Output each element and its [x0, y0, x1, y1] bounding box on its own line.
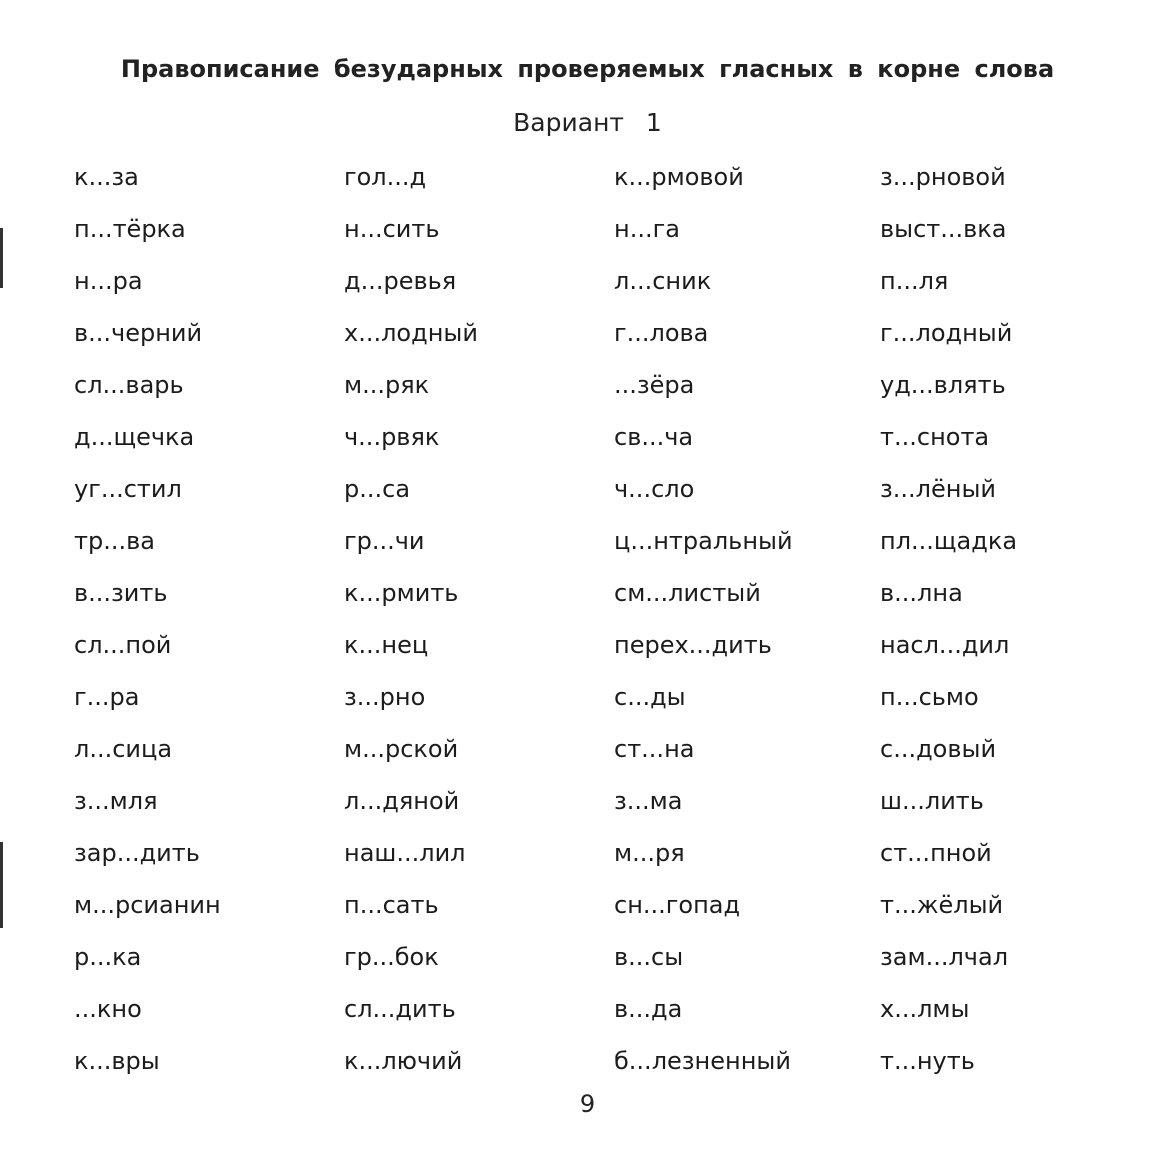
word-cell: м...рсианин [74, 891, 221, 919]
word-cell: гр...чи [344, 527, 425, 555]
word-cell: ш...лить [880, 787, 984, 815]
word-cell: л...сица [74, 735, 173, 763]
word-grid [0, 158, 1175, 1094]
word-row [0, 210, 1175, 262]
word-cell: н...сить [344, 215, 440, 243]
word-cell: ст...пной [880, 839, 992, 867]
word-cell: г...лодный [880, 319, 1013, 347]
word-cell: р...ка [74, 943, 142, 971]
word-cell: уг...стил [74, 475, 182, 503]
word-cell: т...нуть [880, 1047, 975, 1075]
word-cell: в...лна [880, 579, 963, 607]
word-cell: н...га [614, 215, 680, 243]
word-cell: р...са [344, 475, 411, 503]
word-cell: к...нец [344, 631, 429, 659]
word-cell: т...жёлый [880, 891, 1004, 919]
word-cell: к...вры [74, 1047, 160, 1075]
word-cell: в...сы [614, 943, 684, 971]
word-cell: в...да [614, 995, 683, 1023]
word-cell: п...сьмо [880, 683, 979, 711]
word-cell: наш...лил [344, 839, 466, 867]
word-cell: ц...нтральный [614, 527, 793, 555]
word-cell: з...рновой [880, 163, 1006, 191]
word-row [0, 522, 1175, 574]
word-cell: х...лмы [880, 995, 970, 1023]
word-row [0, 782, 1175, 834]
word-cell: пл...щадка [880, 527, 1018, 555]
word-row [0, 938, 1175, 990]
word-cell: ...зёра [614, 371, 695, 399]
word-cell: выст...вка [880, 215, 1007, 243]
page-title: Правописание безударных проверяемых гласных в корне слова [120, 55, 1055, 83]
word-cell: с...довый [880, 735, 997, 763]
word-cell: см...листый [614, 579, 761, 607]
word-row [0, 470, 1175, 522]
word-cell: сл...варь [74, 371, 184, 399]
word-cell: сн...гопад [614, 891, 741, 919]
word-cell: зар...дить [74, 839, 200, 867]
word-cell: к...рмовой [614, 163, 744, 191]
word-cell: с...ды [614, 683, 686, 711]
variant-label: Вариант 1 [513, 108, 662, 137]
word-cell: насл...дил [880, 631, 1010, 659]
word-cell: сл...дить [344, 995, 456, 1023]
word-cell: г...ра [74, 683, 140, 711]
word-cell: уд...влять [880, 371, 1006, 399]
word-row [0, 574, 1175, 626]
page-number: 9 [579, 1090, 596, 1118]
word-row [0, 834, 1175, 886]
word-cell: гр...бок [344, 943, 439, 971]
word-cell: ч...рвяк [344, 423, 440, 451]
word-row [0, 262, 1175, 314]
word-cell: м...ряк [344, 371, 430, 399]
word-cell: х...лодный [344, 319, 478, 347]
word-cell: м...рской [344, 735, 459, 763]
word-cell: к...лючий [344, 1047, 463, 1075]
word-row [0, 366, 1175, 418]
word-row [0, 1042, 1175, 1094]
word-row [0, 678, 1175, 730]
word-cell: г...лова [614, 319, 709, 347]
word-cell: сл...пой [74, 631, 172, 659]
word-cell: з...мля [74, 787, 158, 815]
word-cell: л...дяной [344, 787, 460, 815]
word-cell: в...черний [74, 319, 203, 347]
word-cell: к...за [74, 163, 139, 191]
word-cell: д...ревья [344, 267, 457, 295]
word-cell: т...снота [880, 423, 990, 451]
word-row [0, 158, 1175, 210]
word-cell: ...кно [74, 995, 142, 1023]
word-cell: з...рно [344, 683, 426, 711]
word-cell: з...ма [614, 787, 683, 815]
word-cell: ст...на [614, 735, 695, 763]
word-cell: перех...дить [614, 631, 772, 659]
word-row [0, 990, 1175, 1042]
word-cell: ч...сло [614, 475, 695, 503]
word-cell: з...лёный [880, 475, 996, 503]
word-cell: л...сник [614, 267, 712, 295]
word-cell: в...зить [74, 579, 168, 607]
word-cell: к...рмить [344, 579, 459, 607]
word-cell: б...лезненный [614, 1047, 791, 1075]
word-cell: м...ря [614, 839, 685, 867]
word-cell: гол...д [344, 163, 427, 191]
word-cell: св...ча [614, 423, 694, 451]
word-cell: тр...ва [74, 527, 155, 555]
word-cell: зам...лчал [880, 943, 1009, 971]
word-cell: п...сать [344, 891, 439, 919]
word-row [0, 314, 1175, 366]
word-cell: п...тёрка [74, 215, 186, 243]
word-cell: д...щечка [74, 423, 195, 451]
word-row [0, 626, 1175, 678]
word-row [0, 418, 1175, 470]
word-cell: п...ля [880, 267, 949, 295]
word-cell: н...ра [74, 267, 143, 295]
word-row [0, 730, 1175, 782]
word-row [0, 886, 1175, 938]
